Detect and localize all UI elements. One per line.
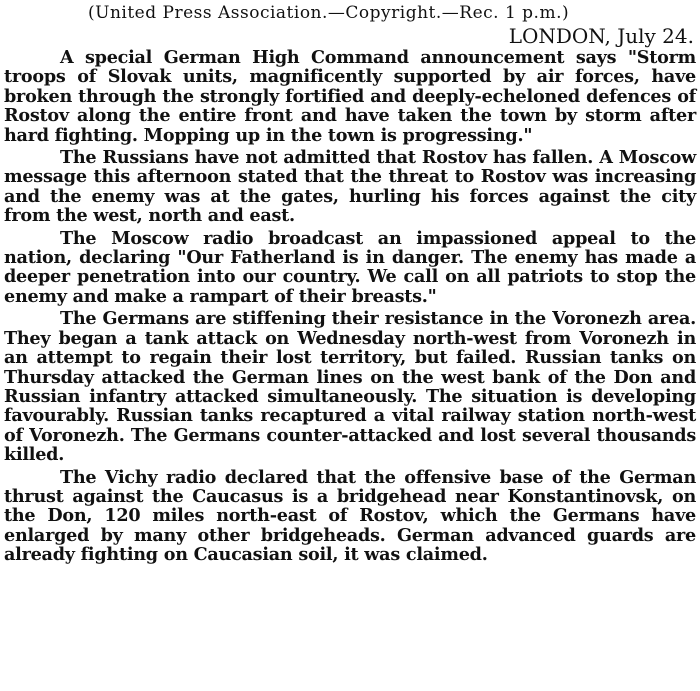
news-article bbox=[4, 2, 696, 568]
paragraph-storm-troops: A special German High Command announcement says "Storm troops of Slovak units, magnificently supported by air forces, have broken through the strongly fortified and deeply-echeloned defences of Rostov along the entire front and have taken the town by storm after hard fighting. Mopping up in the town is progressing." bbox=[4, 47, 696, 146]
paragraph-moscow-appeal: The Moscow radio broadcast an impassioned appeal to the nation, declaring "Our Fatherland is in danger. The enemy has made a deeper penetration into our country. We call on all patriots to stop the enemy and make a rampart of their breasts." bbox=[4, 227, 696, 307]
paragraph-voronezh: The Germans are stiffening their resistance in the Voronezh area. They began a tank attack on Wednesday north-west from Voronezh in an attempt to regain their lost territory, but failed. Russian tanks on Thursday attacked the German lines on the west bank of the Don and Russian infantry attacked simultaneously. The situation is developing favourably. Russian tanks recaptured a vital railway station north-west of Voronezh. The Germans counter-attacked and lost several thousands killed. bbox=[4, 308, 696, 466]
dateline: LONDON, July 24. bbox=[508, 24, 694, 48]
paragraph-russian-denial: The Russians have not admitted that Rostov has fallen. A Moscow message this afternoon stated that the threat to Rostov was increasing and the enemy was at the gates, hurling his forces against the city from the west, north and east. bbox=[4, 147, 696, 227]
wire-credit: (United Press Association.—Copyright.—Rec. 1 p.m.) bbox=[88, 3, 570, 23]
paragraph-vichy-radio: The Vichy radio declared that the offensive base of the German thrust against the Caucasus is a bridgehead near Konstantinovsk, on the Don, 120 miles north-east of Rostov, which the Germans have enlarged by many other bridgeheads. German advanced guards are already fighting on Caucasian soil, it was claimed. bbox=[4, 466, 696, 566]
